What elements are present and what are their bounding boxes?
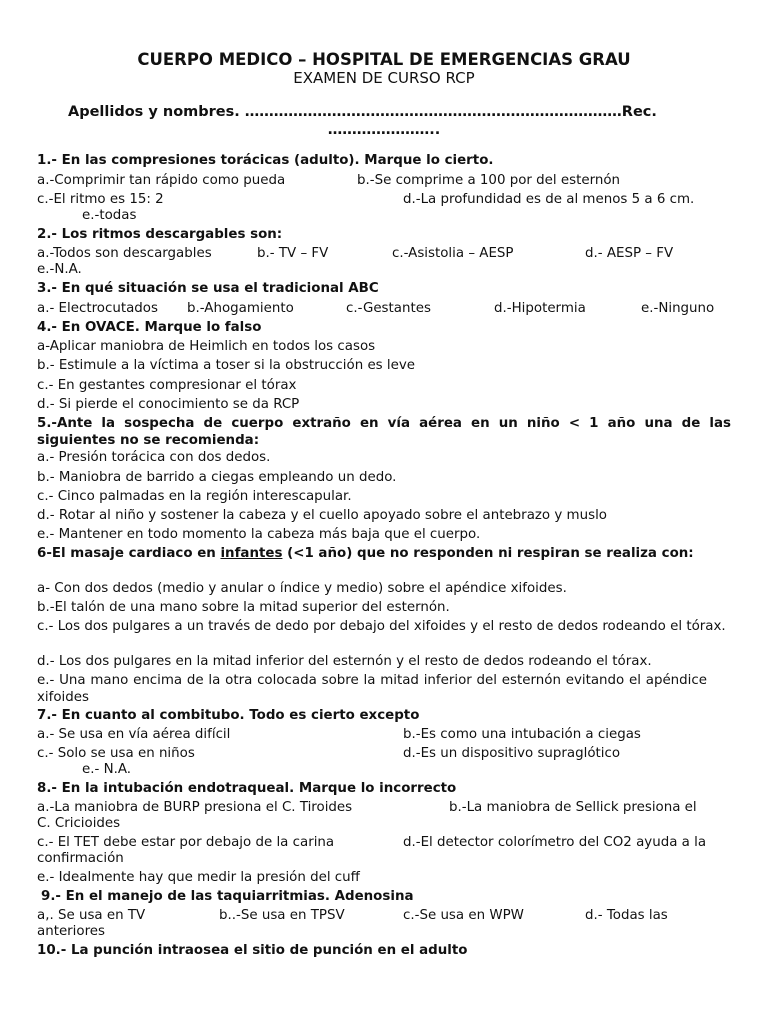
q8-option-e: e.- Idealmente hay que medir la presión del cuff [37,870,360,885]
q4-option-a: a-Aplicar maniobra de Heimlich en todos los casos [37,339,376,354]
q9-option-a: a,. Se usa en TV [37,908,146,923]
q2-option-b: b.- TV – FV [257,246,329,261]
document-title: CUERPO MEDICO – HOSPITAL DE EMERGENCIAS GRAU [137,50,631,69]
q6-option-a: a- Con dos dedos (medio y anular o índice y medio) sobre el apéndice xifoides. [37,581,567,596]
q7-option-a: a.- Se usa en vía aérea difícil [37,727,231,742]
q1-option-d: d.-La profundidad es de al menos 5 a 6 cm. [403,192,695,207]
question-5: 5.-Ante la sospecha de cuerpo extraño en vía aérea en un niño < 1 año una de las siguientes no se recomienda: [37,416,731,448]
q8-option-a: a.-La maniobra de BURP presiona el C. Tiroides [37,800,353,815]
q6-option-c: c.- Los dos pulgares a un través de dedo por debajo del xifoides y el resto de dedos rodeando el tórax. [37,619,726,634]
q6-option-e: e.- Una mano encima de la otra colocada sobre la mitad inferior del esternón evitando el apéndice xifoides [37,673,707,705]
question-9: 9.- En el manejo de las taquiarritmias. Adenosina [41,889,414,904]
q3-option-a: a.- Electrocutados [37,301,158,316]
q4-option-b: b.- Estimule a la víctima a toser si la obstrucción es leve [37,358,416,373]
q7-option-d: d.-Es un dispositivo supraglótico [403,746,621,761]
q9-option-b: b..-Se usa en TPSV [219,908,345,923]
q2-option-e: e.-N.A. [37,262,82,277]
q5-option-b: b.- Maniobra de barrido a ciegas empleando un dedo. [37,470,397,485]
q1-option-c: c.-El ritmo es 15: 2 [37,192,164,207]
name-field-line: Apellidos y nombres. ……………………………………………………………………Rec. [68,104,657,120]
q9-option-d-continuation: anteriores [37,924,106,939]
q7-option-e: e.- N.A. [82,762,132,777]
q6-option-b: b.-El talón de una mano sobre la mitad superior del esternón. [37,600,450,615]
question-10: 10.- La punción intraosea el sitio de punción en el adulto [37,943,468,958]
q3-option-e: e.-Ninguno [641,301,715,316]
q8-option-d: d.-El detector colorímetro del CO2 ayuda a la [403,835,707,850]
question-6 [37,545,731,562]
name-field-line-continuation: ………………….. [327,122,441,138]
question-1: 1.- En las compresiones torácicas (adulto). Marque lo cierto. [37,153,494,168]
q3-option-d: d.-Hipotermia [494,301,586,316]
q1-option-a: a.-Comprimir tan rápido como pueda [37,173,286,188]
q7-option-b: b.-Es como una intubación a ciegas [403,727,641,742]
q3-option-b: b.-Ahogamiento [187,301,294,316]
q2-option-a: a.-Todos son descargables [37,246,212,261]
q6-option-d: d.- Los dos pulgares en la mitad inferior del esternón y el resto de dedos rodeando el tórax. [37,654,652,669]
q2-option-d: d.- AESP – FV [585,246,674,261]
q9-option-c: c.-Se usa en WPW [403,908,524,923]
q6-question-underlined: infantes [220,546,283,561]
question-8: 8.- En la intubación endotraqueal. Marque lo incorrecto [37,781,457,796]
question-2: 2.- Los ritmos descargables son: [37,227,283,242]
q1-option-b: b.-Se comprime a 100 por del esternón [357,173,621,188]
q2-option-c: c.-Asistolia – AESP [392,246,514,261]
q4-option-c: c.- En gestantes compresionar el tórax [37,378,297,393]
question-4: 4.- En OVACE. Marque lo falso [37,320,262,335]
q5-option-e: e.- Mantener en todo momento la cabeza más baja que el cuerpo. [37,527,481,542]
q8-option-d-continuation: confirmación [37,851,124,866]
document-subtitle: EXAMEN DE CURSO RCP [293,69,475,87]
q6-question-end: (<1 año) que no responden ni respiran se realiza con: [282,546,694,561]
q5-option-c: c.- Cinco palmadas en la región interescapular. [37,489,352,504]
q6-question-start: 6-El masaje cardiaco en [37,546,221,561]
q3-option-c: c.-Gestantes [346,301,431,316]
q8-option-c: c.- El TET debe estar por debajo de la carina [37,835,335,850]
question-7: 7.- En cuanto al combitubo. Todo es cierto excepto [37,708,420,723]
q4-option-d: d.- Si pierde el conocimiento se da RCP [37,397,300,412]
q5-option-d: d.- Rotar al niño y sostener la cabeza y el cuello apoyado sobre el antebrazo y muslo [37,508,607,523]
q8-option-b-continuation: C. Cricioides [37,816,121,831]
q5-option-a: a.- Presión torácica con dos dedos. [37,450,271,465]
question-3: 3.- En qué situación se usa el tradicional ABC [37,281,379,296]
q8-option-b: b.-La maniobra de Sellick presiona el [449,800,697,815]
q9-option-d: d.- Todas las [585,908,668,923]
q7-option-c: c.- Solo se usa en niños [37,746,195,761]
q1-option-e: e.-todas [82,208,137,223]
